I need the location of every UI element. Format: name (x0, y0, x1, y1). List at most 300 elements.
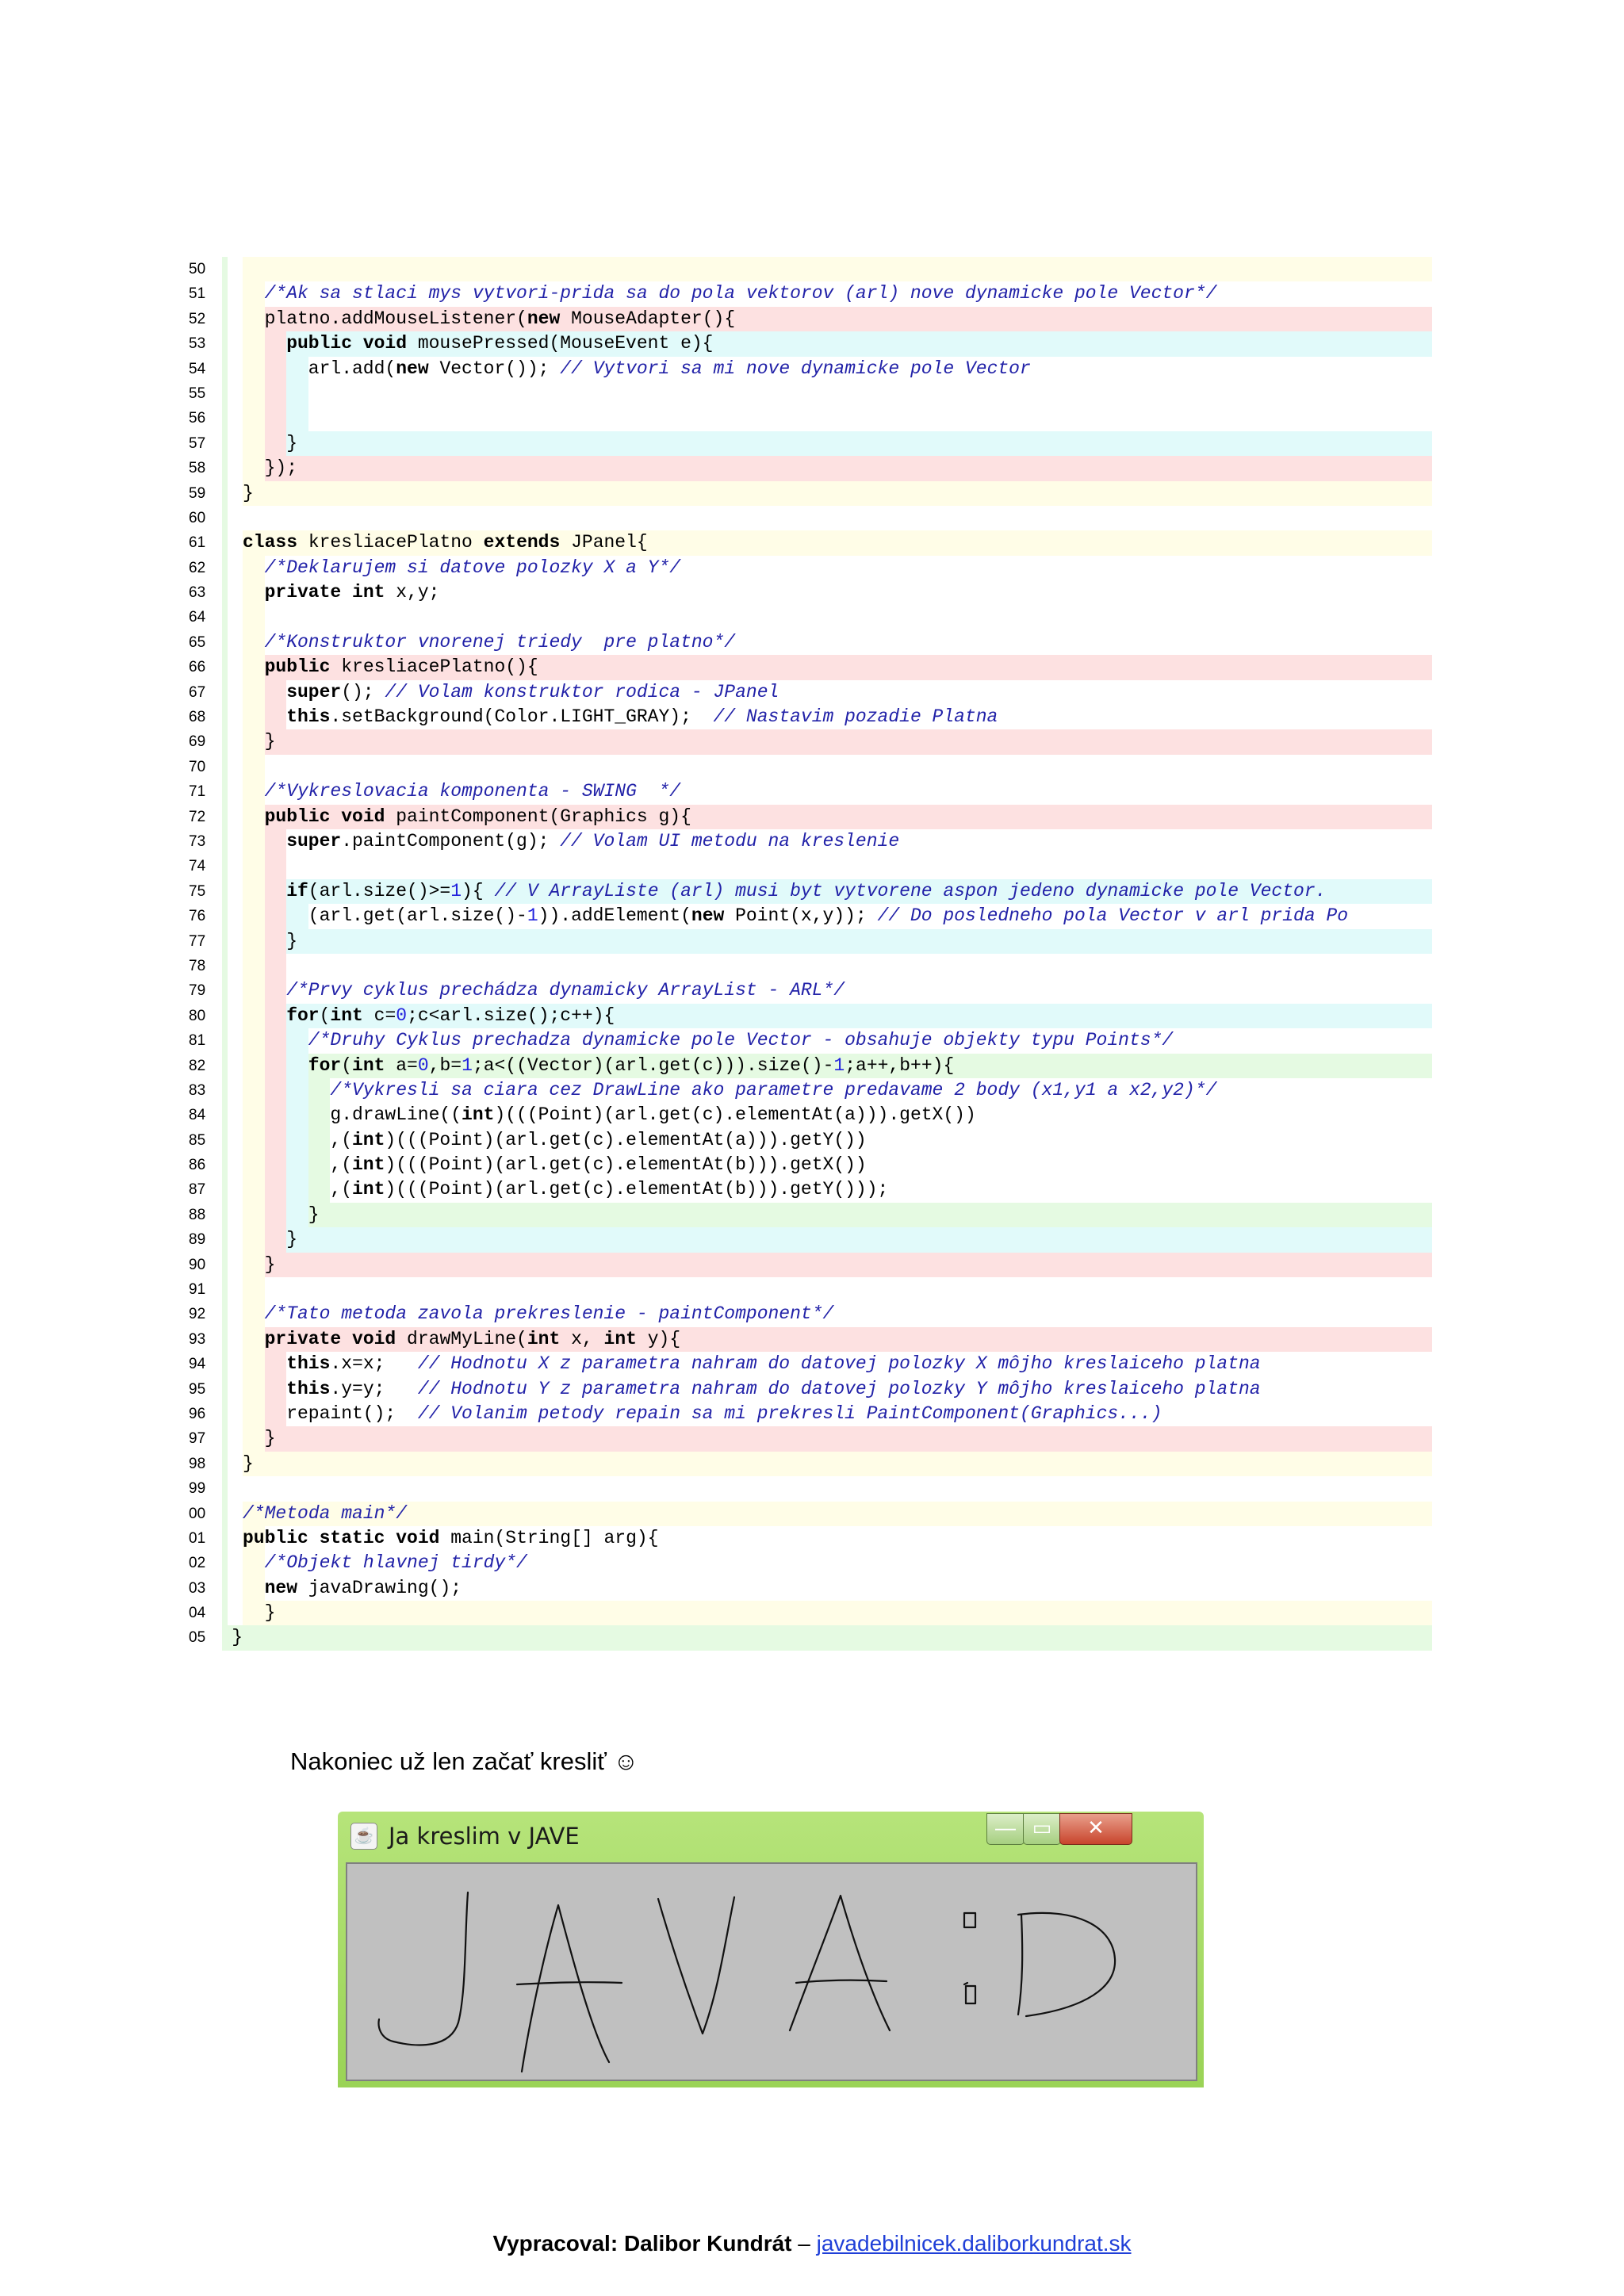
line-gutter (222, 954, 228, 978)
code-token: Vector()); (428, 358, 561, 379)
code-line (189, 1327, 1432, 1352)
code-line (189, 1203, 1432, 1227)
stroke-letter-a1-bar (517, 1982, 622, 1984)
nest-band (265, 829, 287, 854)
code-keyword: class (243, 532, 298, 553)
code-token: paintComponent(Graphics g){ (385, 806, 691, 827)
nest-band (243, 1054, 265, 1078)
nest-band (243, 1153, 265, 1177)
line-band (222, 381, 1432, 406)
nest-band (243, 605, 265, 629)
line-number: 97 (189, 1430, 206, 1448)
line-number: 90 (189, 1256, 206, 1273)
code-keyword: int (352, 1179, 385, 1200)
code-token: ,( (330, 1179, 352, 1200)
nest-band (243, 1277, 265, 1302)
code-token: drawMyLine( (396, 1328, 527, 1349)
code-line (189, 954, 1432, 978)
nest-band (243, 1078, 265, 1103)
code-line (189, 580, 1432, 605)
line-gutter (222, 1502, 228, 1526)
window-title: Ja kreslim v JAVE (389, 1823, 580, 1850)
code-comment: /*Druhy Cyklus prechadza dynamicke pole Vector - obsahuje objekty typu Points*/ (308, 1030, 1174, 1051)
line-number: 65 (189, 633, 206, 651)
code-keyword: new (527, 308, 561, 329)
line-number: 88 (189, 1206, 206, 1223)
code-text (265, 1576, 462, 1601)
nest-band (243, 1327, 265, 1352)
nest-band (265, 1128, 287, 1153)
line-gutter (222, 755, 228, 779)
line-gutter (222, 431, 228, 456)
code-comment: // Volam konstruktor rodica - JPanel (385, 681, 779, 702)
line-number: 76 (189, 908, 206, 925)
nest-band (265, 954, 287, 978)
code-token: (arl.get(arl.size()- (308, 905, 527, 927)
code-token: c= (362, 1004, 396, 1026)
code-text (265, 655, 538, 679)
code-keyword: int (462, 1104, 495, 1126)
code-token: 1 (450, 880, 462, 901)
code-token: main(String[] arg){ (439, 1527, 659, 1548)
nest-band (265, 1227, 287, 1252)
code-text (265, 729, 276, 754)
line-gutter (222, 1253, 228, 1277)
code-comment: // Hodnotu X z parametra nahram do datovej polozky X môjho kreslaiceho platna (417, 1353, 1261, 1375)
code-comment: /*Metoda main*/ (243, 1502, 408, 1524)
nest-band (286, 381, 308, 406)
nest-band (265, 357, 287, 381)
code-keyword: this (286, 1353, 331, 1375)
code-token: } (286, 432, 297, 453)
minimize-button[interactable]: — (986, 1813, 1025, 1845)
nest-band (265, 1177, 287, 1202)
code-comment: // Vytvori sa mi nove dynamicke pole Vector (560, 358, 1031, 379)
code-text (243, 481, 254, 506)
line-number: 87 (189, 1181, 206, 1199)
code-token: arl.add( (308, 358, 396, 379)
code-comment: /*Tato metoda zavola prekreslenie - paintComponent*/ (264, 1303, 834, 1325)
code-token: kresliacePlatno (297, 532, 484, 553)
code-line (189, 1377, 1432, 1402)
line-number: 61 (189, 534, 206, 552)
nest-band (265, 904, 287, 928)
code-text (265, 580, 440, 605)
code-token: JPanel{ (560, 532, 648, 553)
code-comment: // Do posledneho pola Vector v arl prida Po (877, 905, 1349, 927)
nest-band (243, 1426, 265, 1451)
code-text (286, 1004, 615, 1028)
code-token: mousePressed(MouseEvent e){ (407, 333, 714, 354)
code-token: ,( (330, 1129, 352, 1150)
nest-band (243, 331, 265, 356)
nest-band (243, 854, 265, 878)
nest-band (243, 779, 265, 804)
line-band (222, 755, 1432, 779)
code-token: ;a<((Vector)(arl.get(c))).size()- (472, 1054, 834, 1076)
code-token: 0 (396, 1004, 408, 1026)
line-number: 53 (189, 335, 206, 353)
line-gutter (222, 630, 228, 655)
code-line (189, 655, 1432, 679)
nest-band (243, 381, 265, 406)
line-gutter (222, 729, 228, 754)
nest-band (265, 1352, 287, 1376)
nest-band (286, 431, 1432, 456)
code-token: .x=x; (330, 1353, 418, 1375)
code-token: x, (560, 1328, 604, 1349)
nest-band (243, 1203, 265, 1227)
line-number: 75 (189, 882, 206, 900)
code-token: } (308, 1203, 320, 1225)
line-gutter (222, 506, 228, 530)
code-line (189, 1576, 1432, 1601)
java-app-icon: ☕ (350, 1823, 377, 1850)
code-keyword: for (308, 1054, 342, 1076)
code-line (189, 1103, 1432, 1127)
nest-band (243, 1004, 265, 1028)
code-text (265, 630, 736, 655)
code-line (189, 481, 1432, 506)
code-token: ;c<arl.size();c++){ (407, 1004, 615, 1026)
line-gutter (222, 406, 228, 430)
code-line (189, 1402, 1432, 1426)
nest-band (286, 1054, 308, 1078)
code-text (308, 1203, 320, 1227)
code-line (189, 381, 1432, 406)
line-gutter (222, 1153, 228, 1177)
line-number: 03 (189, 1579, 206, 1597)
code-text (286, 331, 713, 356)
code-line (189, 879, 1432, 904)
code-token: } (264, 1602, 276, 1624)
line-band (222, 854, 1432, 878)
line-gutter (222, 655, 228, 679)
code-line (189, 1078, 1432, 1103)
line-number: 54 (189, 360, 206, 377)
stroke-letter-v (658, 1897, 734, 2034)
code-line (189, 1028, 1432, 1053)
nest-band (243, 1377, 265, 1402)
code-token: x,y; (385, 582, 440, 603)
nest-band (243, 1502, 1432, 1526)
line-gutter (222, 1054, 228, 1078)
code-line (189, 1551, 1432, 1575)
nest-band (286, 1103, 308, 1127)
nest-band (286, 1227, 1432, 1252)
nest-band (243, 1302, 265, 1326)
code-line (189, 281, 1432, 306)
line-number: 58 (189, 460, 206, 477)
code-keyword: int (330, 1004, 363, 1026)
code-text (286, 978, 845, 1003)
code-token: } (264, 1428, 276, 1449)
nest-band (308, 1177, 331, 1202)
line-number: 93 (189, 1330, 206, 1348)
nest-band (243, 1028, 265, 1053)
close-button[interactable]: ✕ (1059, 1813, 1132, 1845)
nest-band (265, 406, 287, 430)
nest-band (243, 281, 265, 306)
code-comment: /*Konstruktor vnorenej triedy pre platno*/ (264, 631, 736, 652)
code-token: .paintComponent(g); (341, 830, 561, 851)
nest-band (243, 829, 265, 854)
code-comment: /*Vykreslovacia komponenta - SWING */ (264, 781, 681, 802)
code-token: } (264, 1253, 276, 1275)
line-gutter (222, 605, 228, 629)
stroke-letter-a2 (790, 1896, 890, 2030)
nest-band (265, 1402, 287, 1426)
line-gutter (222, 1004, 228, 1028)
code-line (189, 1004, 1432, 1028)
window-frame (338, 1812, 1204, 2087)
code-token: ;a++,b++){ (845, 1054, 955, 1076)
code-token: MouseAdapter(){ (560, 308, 736, 329)
code-text (265, 556, 681, 580)
line-gutter (222, 1128, 228, 1153)
code-keyword: new (691, 905, 725, 927)
nest-band (243, 630, 265, 655)
code-line (189, 605, 1432, 629)
line-number: 77 (189, 932, 206, 950)
line-gutter (222, 929, 228, 954)
code-text (330, 1103, 975, 1127)
code-line (189, 779, 1432, 804)
nest-band (243, 307, 265, 331)
code-line (189, 630, 1432, 655)
code-comment: /*Prvy cyklus prechádza dynamicky ArrayList - ARL*/ (286, 980, 845, 1001)
nest-band (286, 904, 308, 928)
line-number: 05 (189, 1629, 206, 1647)
code-text (308, 1054, 954, 1078)
code-line (189, 1601, 1432, 1625)
nest-band (243, 1253, 265, 1277)
nest-band (265, 1078, 287, 1103)
line-number: 89 (189, 1231, 206, 1249)
line-number: 56 (189, 410, 206, 427)
code-token: } (232, 1627, 243, 1648)
nest-band (265, 1054, 287, 1078)
code-text (265, 456, 297, 480)
code-line (189, 978, 1432, 1003)
line-gutter (222, 1601, 228, 1625)
nest-band (265, 978, 287, 1003)
code-line (189, 1625, 1432, 1650)
code-line (189, 1526, 1432, 1551)
nest-band (286, 1128, 308, 1153)
nest-band (286, 1153, 308, 1177)
nest-band (243, 1103, 265, 1127)
code-line (189, 805, 1432, 829)
code-text (286, 705, 998, 729)
line-gutter (222, 1352, 228, 1376)
code-line (189, 1352, 1432, 1376)
handwritten-drawing (347, 1864, 1196, 2080)
maximize-button[interactable]: ▭ (1023, 1813, 1061, 1845)
code-line (189, 1277, 1432, 1302)
line-band (222, 406, 1432, 430)
code-line (189, 1177, 1432, 1202)
code-token: } (243, 1452, 254, 1474)
line-number: 52 (189, 310, 206, 327)
line-gutter (222, 904, 228, 928)
nest-band (308, 1078, 331, 1103)
line-gutter (222, 1526, 228, 1551)
code-text (243, 530, 648, 555)
code-line (189, 506, 1432, 530)
line-gutter (222, 1078, 228, 1103)
nest-band (243, 705, 265, 729)
line-number: 02 (189, 1555, 206, 1572)
line-number: 81 (189, 1032, 206, 1050)
code-token: ){ (462, 880, 495, 901)
nest-band (243, 406, 265, 430)
nest-band (265, 331, 287, 356)
code-text (286, 1402, 1162, 1426)
code-token: ( (319, 1004, 331, 1026)
line-gutter (222, 556, 228, 580)
line-gutter (222, 1302, 228, 1326)
nest-band (243, 1402, 265, 1426)
nest-band (243, 1128, 265, 1153)
line-number: 92 (189, 1306, 206, 1323)
line-band (222, 506, 1432, 530)
code-token: )(((Point)(arl.get(c).elementAt(a))).getX()) (494, 1104, 976, 1126)
nest-band (286, 357, 308, 381)
code-listing (189, 257, 1432, 1651)
line-gutter (222, 1203, 228, 1227)
code-text (243, 1526, 659, 1551)
line-number: 83 (189, 1081, 206, 1099)
code-token: ,b= (428, 1054, 462, 1076)
code-keyword: private void (264, 1328, 396, 1349)
nest-band (265, 431, 287, 456)
nest-band (243, 1551, 265, 1575)
code-token: } (243, 482, 254, 503)
code-keyword: this (286, 706, 331, 728)
code-text (265, 805, 691, 829)
code-keyword: public static void (243, 1527, 440, 1548)
code-line (189, 1452, 1432, 1476)
code-text (286, 431, 297, 456)
nest-band (243, 431, 265, 456)
footer (0, 2231, 1624, 2256)
line-gutter (222, 854, 228, 878)
line-gutter (222, 805, 228, 829)
code-line (189, 530, 1432, 555)
line-band (222, 1476, 1432, 1501)
code-line (189, 729, 1432, 754)
code-token: 1 (527, 905, 538, 927)
nest-band (243, 904, 265, 928)
code-line (189, 331, 1432, 356)
footer-separator: – (791, 2231, 817, 2256)
line-gutter (222, 1227, 228, 1252)
line-gutter (222, 829, 228, 854)
code-text (286, 1377, 1260, 1402)
line-gutter (222, 1327, 228, 1352)
code-text (330, 1128, 866, 1153)
website-link[interactable]: javadebilnicek.daliborkundrat.sk (816, 2231, 1132, 2256)
code-keyword: public void (286, 333, 408, 354)
code-line (189, 431, 1432, 456)
code-line (189, 904, 1432, 928)
nest-band (243, 357, 265, 381)
nest-band (243, 481, 1432, 506)
line-gutter (222, 1028, 228, 1053)
nest-band (265, 1203, 287, 1227)
nest-band (265, 1028, 287, 1053)
line-number: 94 (189, 1356, 206, 1373)
line-gutter (222, 456, 228, 480)
author-label: Vypracoval: Dalibor Kundrát (492, 2231, 792, 2256)
nest-band (243, 257, 1432, 281)
line-number: 01 (189, 1529, 206, 1547)
line-number: 72 (189, 808, 206, 825)
code-token: (arl.size()>= (308, 880, 451, 901)
line-gutter (222, 331, 228, 356)
code-text (265, 1253, 276, 1277)
line-number: 71 (189, 783, 206, 801)
code-token: (); (341, 681, 385, 702)
nest-band (308, 1203, 1432, 1227)
line-gutter (222, 1625, 228, 1650)
drawing-canvas[interactable] (346, 1862, 1197, 2081)
line-gutter (222, 530, 228, 555)
code-line (189, 257, 1432, 281)
code-text (286, 829, 899, 854)
nest-band (243, 729, 265, 754)
line-number: 80 (189, 1007, 206, 1024)
nest-band (265, 729, 1432, 754)
nest-band (265, 1103, 287, 1127)
line-gutter (222, 1277, 228, 1302)
code-line (189, 680, 1432, 705)
line-number: 64 (189, 609, 206, 626)
line-gutter (222, 481, 228, 506)
code-token: y){ (636, 1328, 681, 1349)
nest-band (265, 1253, 1432, 1277)
code-text (265, 1426, 276, 1451)
code-text (265, 1601, 276, 1625)
line-number: 99 (189, 1480, 206, 1498)
nest-band (308, 1103, 331, 1127)
code-line (189, 1476, 1432, 1501)
line-number: 66 (189, 659, 206, 676)
code-keyword: if (286, 880, 308, 901)
code-comment: // Volam UI metodu na kreslenie (560, 830, 900, 851)
line-gutter (222, 580, 228, 605)
line-gutter (222, 1103, 228, 1127)
code-token: 1 (833, 1054, 845, 1076)
code-line (189, 1227, 1432, 1252)
code-text (286, 1352, 1260, 1376)
line-gutter (222, 381, 228, 406)
code-line (189, 1128, 1432, 1153)
nest-band (243, 680, 265, 705)
code-comment: // Nastavim pozadie Platna (713, 706, 998, 728)
code-keyword: super (286, 681, 342, 702)
line-number: 78 (189, 957, 206, 974)
code-token: kresliacePlatno(){ (330, 656, 538, 678)
nest-band (243, 580, 265, 605)
code-token: )).addElement( (538, 905, 691, 927)
code-token: g.drawLine(( (330, 1104, 462, 1126)
code-keyword: public void (264, 806, 385, 827)
code-line (189, 755, 1432, 779)
code-text (265, 1302, 834, 1326)
line-band (222, 1277, 1432, 1302)
